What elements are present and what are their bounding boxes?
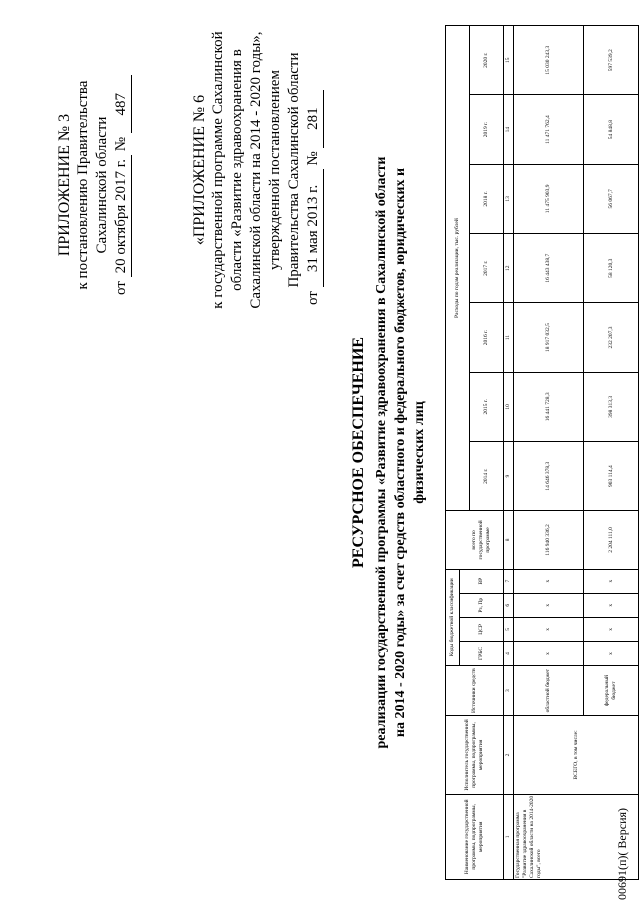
header-year-2020: 2020 г. bbox=[470, 26, 504, 95]
appendix-6-line2: области «Развитие здравоохранения в bbox=[229, 49, 245, 291]
source-cell: федеральный бюджет bbox=[584, 666, 639, 716]
year-value-cell: 58 120,3 bbox=[584, 234, 639, 303]
subtitle-line3: физических лиц bbox=[412, 401, 427, 504]
appendix-6-no-label: № bbox=[305, 151, 321, 166]
col-num: 6 bbox=[504, 593, 514, 617]
col-num: 10 bbox=[504, 372, 514, 441]
appendix-3-line1: к постановлению Правительства bbox=[75, 80, 91, 290]
header-vr: ВР bbox=[460, 569, 504, 593]
appendix-6-block bbox=[190, 15, 324, 325]
column-number-row bbox=[504, 26, 514, 880]
appendix-3-no-label: № bbox=[113, 136, 129, 152]
col-num: 3 bbox=[504, 666, 514, 716]
header-year-2014: 2014 г. bbox=[470, 441, 504, 510]
col-num: 4 bbox=[504, 641, 514, 665]
year-value-cell: 54 848,8 bbox=[584, 95, 639, 164]
year-value-cell: 18 917 032,5 bbox=[514, 303, 584, 372]
year-value-cell: 232 207,3 bbox=[584, 303, 639, 372]
source-cell: областной бюджет bbox=[514, 666, 584, 716]
grbs-cell: х bbox=[514, 641, 584, 665]
csr-cell: х bbox=[584, 617, 639, 641]
appendix-6-date: 31 мая 2013 г. bbox=[304, 169, 324, 287]
year-value-cell: 398 313,3 bbox=[584, 372, 639, 441]
appendix-3-block bbox=[55, 65, 132, 305]
header-total-top bbox=[446, 511, 460, 569]
col-num: 13 bbox=[504, 164, 514, 233]
vr-cell: х bbox=[584, 569, 639, 593]
appendix-3-number: 487 bbox=[112, 75, 132, 133]
col-num: 8 bbox=[504, 511, 514, 569]
document-title: РЕСУРСНОЕ ОБЕСПЕЧЕНИЕ bbox=[350, 337, 367, 568]
appendix-3-title: ПРИЛОЖЕНИЕ № 3 bbox=[56, 113, 73, 257]
col-num: 11 bbox=[504, 303, 514, 372]
year-value-cell: 16 441 728,3 bbox=[514, 372, 584, 441]
header-name: Наименование государственной программы, подпрограммы, мероприятия bbox=[446, 794, 504, 879]
header-executor: Исполнитель государственной программы, подпрограммы, мероприятия bbox=[446, 716, 504, 794]
col-num: 1 bbox=[504, 794, 514, 879]
csr-cell: х bbox=[514, 617, 584, 641]
executor-cell: ВСЕГО, в том числе: bbox=[514, 716, 639, 794]
year-value-cell: 11 471 762,4 bbox=[514, 95, 584, 164]
appendix-6-line4: утвержденной постановлением bbox=[267, 70, 283, 270]
grbs-cell: х bbox=[584, 641, 639, 665]
appendix-6-line3: Сахалинской области на 2014 - 2020 годы», bbox=[248, 31, 264, 309]
header-year-2016: 2016 г. bbox=[470, 303, 504, 372]
header-year-2015: 2015 г. bbox=[470, 372, 504, 441]
header-expenses: Расходы по годам реализации, тыс. рублей bbox=[446, 26, 470, 511]
year-value-cell: 16 443 438,7 bbox=[514, 234, 584, 303]
appendix-3-line2: Сахалинской области bbox=[94, 116, 110, 254]
rzpr-cell: х bbox=[514, 593, 584, 617]
col-num: 2 bbox=[504, 716, 514, 794]
appendix-6-line5: Правительства Сахалинской области bbox=[286, 52, 302, 288]
col-num: 5 bbox=[504, 617, 514, 641]
col-num: 15 bbox=[504, 26, 514, 95]
program-name-cell: Государственная программа "Развитие здравоохранения в Сахалинской области на 2014-2020 годы", всего bbox=[514, 794, 639, 879]
appendix-3-date-line bbox=[112, 65, 132, 305]
header-year-2019: 2019 г. bbox=[470, 95, 504, 164]
col-num: 7 bbox=[504, 569, 514, 593]
appendix-6-line1: к государственной программе Сахалинской bbox=[210, 31, 226, 309]
subtitle-line1: реализации государственной программы «Развитие здравоохранения в Сахалинской области bbox=[374, 156, 389, 749]
year-value-cell: 597 539,2 bbox=[584, 26, 639, 95]
appendix-6-number: 281 bbox=[304, 90, 324, 148]
header-csr: ЦСР bbox=[460, 617, 504, 641]
appendix-6-from: от bbox=[305, 291, 321, 305]
header-year-2017: 2017 г. bbox=[470, 234, 504, 303]
header-rzpr: Рз, Пр bbox=[460, 593, 504, 617]
header-source: Источники средств bbox=[446, 666, 504, 716]
year-value-cell: 903 114,4 bbox=[584, 441, 639, 510]
year-value-cell: 56 067,7 bbox=[584, 164, 639, 233]
header-codes: Коды бюджетной классификации bbox=[446, 569, 460, 665]
col-num: 12 bbox=[504, 234, 514, 303]
table-row bbox=[514, 26, 584, 880]
header-total: всего по государственной программе bbox=[460, 511, 504, 569]
rzpr-cell: х bbox=[584, 593, 639, 617]
document-subtitle bbox=[372, 0, 429, 905]
document-footer-code: 00691(п)( Версия) bbox=[615, 807, 629, 900]
vr-cell: х bbox=[514, 569, 584, 593]
year-value-cell: 15 030 243,3 bbox=[514, 26, 584, 95]
appendix-6-title: «ПРИЛОЖЕНИЕ № 6 bbox=[191, 94, 208, 246]
total-cell: 116 940 336,2 bbox=[514, 511, 584, 569]
appendix-3-date: 20 октября 2017 г. bbox=[112, 155, 132, 277]
year-value-cell: 14 646 378,3 bbox=[514, 441, 584, 510]
appendix-3-from: от bbox=[113, 281, 129, 295]
header-year-2018: 2018 г. bbox=[470, 164, 504, 233]
appendix-6-date-line bbox=[304, 15, 324, 325]
resource-table bbox=[445, 25, 639, 880]
col-num: 14 bbox=[504, 95, 514, 164]
total-cell: 2 204 111,0 bbox=[584, 511, 639, 569]
col-num: 9 bbox=[504, 441, 514, 510]
subtitle-line2: на 2014 - 2020 годы» за счет средств областного и федерального бюджетов, юридических и bbox=[393, 167, 408, 738]
header-grbs: ГРБС bbox=[460, 641, 504, 665]
year-value-cell: 11 475 903,9 bbox=[514, 164, 584, 233]
